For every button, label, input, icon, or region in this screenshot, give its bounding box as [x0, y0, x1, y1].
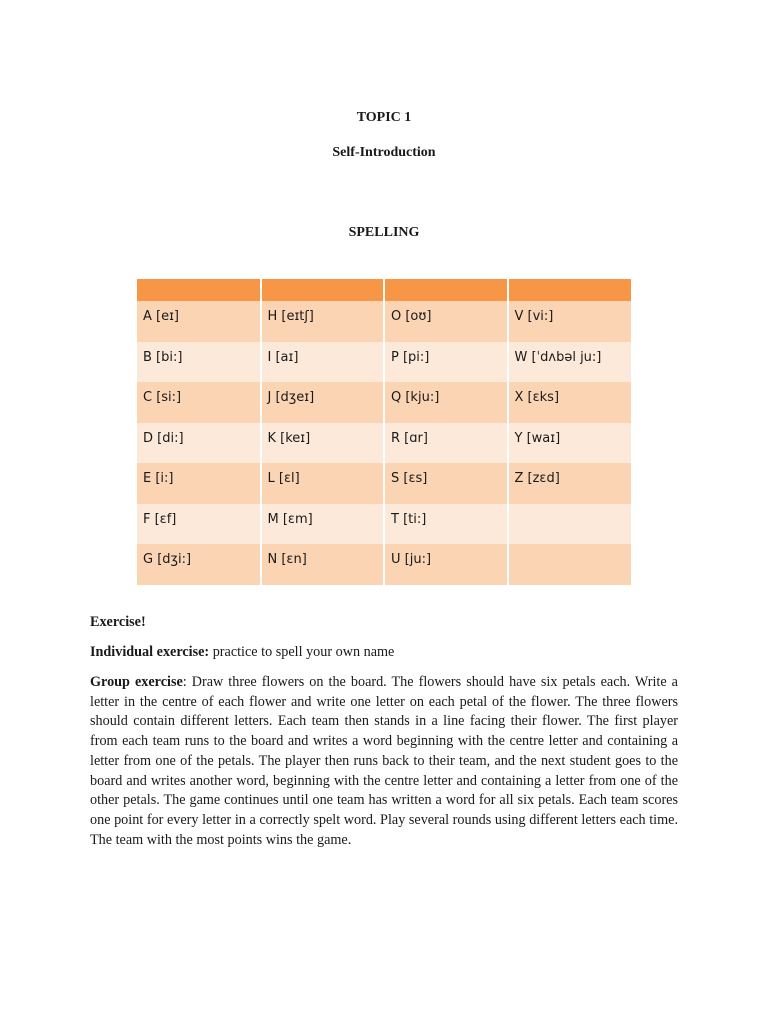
- header-cell: [261, 279, 385, 301]
- table-cell: K [keɪ]: [261, 423, 385, 464]
- header-cell: [384, 279, 508, 301]
- table-cell: I [aɪ]: [261, 342, 385, 383]
- table-cell: W [ˈdʌbəl ju:]: [508, 342, 632, 383]
- table-cell: C [si:]: [137, 382, 261, 423]
- group-exercise-text: : Draw three flowers on the board. The flowers should have six petals each. Write a letter in the centre of each flower and write one letter on each petal of the flower. The three flowers should contain different letters. Each team then stands in a line facing their flower. The first player from each team runs to the board and writes a word beginning with the centre letter and containing a letter from one of the petals. The player then runs back to their team, and the next student goes to the board and writes another word, beginning with the centre letter and containing a letter from one of the other petals. The game continues until one team has written a word for all six petals. Each team scores one point for every letter in a correctly spelt word. Play several rounds using different letters each time. The team with the most points wins the game.: [90, 674, 678, 848]
- table-row: [137, 342, 631, 383]
- table-cell: H [eɪtʃ]: [261, 301, 385, 342]
- table-cell: O [oʊ]: [384, 301, 508, 342]
- alphabet-table: [137, 279, 631, 585]
- group-exercise: [90, 673, 678, 850]
- table-row: [137, 504, 631, 545]
- table-cell: R [ɑr]: [384, 423, 508, 464]
- header-cell: [508, 279, 632, 301]
- table-cell: D [di:]: [137, 423, 261, 464]
- table-cell: Q [kju:]: [384, 382, 508, 423]
- table-cell: S [ɛs]: [384, 463, 508, 504]
- table-cell: N [ɛn]: [261, 544, 385, 585]
- individual-exercise-text: practice to spell your own name: [209, 644, 395, 660]
- table-cell: P [pi:]: [384, 342, 508, 383]
- page-subtitle: Self-Introduction: [332, 145, 436, 160]
- table-cell: J [dʒeɪ]: [261, 382, 385, 423]
- individual-exercise: [90, 644, 678, 661]
- table-cell: G [dʒi:]: [137, 544, 261, 585]
- table-cell: U [ju:]: [384, 544, 508, 585]
- table-cell: E [i:]: [137, 463, 261, 504]
- topic-heading: TOPIC 1: [356, 110, 412, 125]
- table-cell: L [ɛl]: [261, 463, 385, 504]
- table-cell: V [vi:]: [508, 301, 632, 342]
- table-row: [137, 382, 631, 423]
- table-cell: A [eɪ]: [137, 301, 261, 342]
- table-cell: Z [zɛd]: [508, 463, 632, 504]
- header-cell: [137, 279, 261, 301]
- section-heading: SPELLING: [348, 225, 420, 240]
- table-cell: Y [waɪ]: [508, 423, 632, 464]
- individual-exercise-label: Individual exercise:: [90, 644, 210, 660]
- table-row: [137, 301, 631, 342]
- table-row: [137, 463, 631, 504]
- exercise-title: Exercise!: [90, 614, 146, 630]
- table-row: [137, 423, 631, 464]
- table-cell: [508, 504, 632, 545]
- table-row: [137, 544, 631, 585]
- table-cell: [508, 544, 632, 585]
- table-header-row: [137, 279, 631, 301]
- table-cell: X [ɛks]: [508, 382, 632, 423]
- table-cell: M [ɛm]: [261, 504, 385, 545]
- table-cell: B [bi:]: [137, 342, 261, 383]
- table-cell: F [ɛf]: [137, 504, 261, 545]
- table-cell: T [ti:]: [384, 504, 508, 545]
- group-exercise-label: Group exercise: [90, 674, 183, 690]
